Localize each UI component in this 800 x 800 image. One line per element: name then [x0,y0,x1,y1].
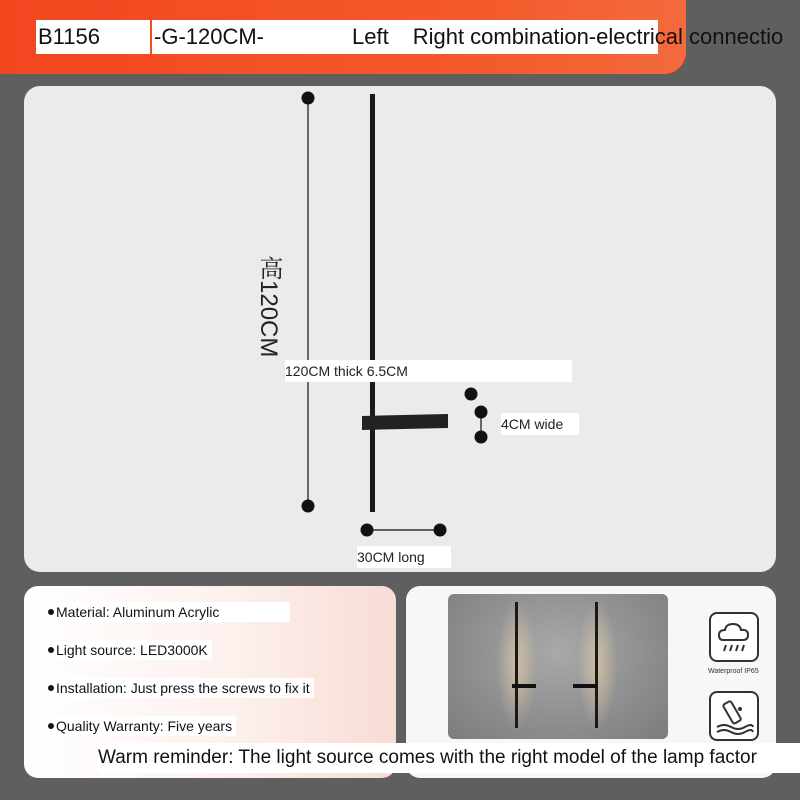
warm-reminder: Warm reminder: The light source comes with the right model of the lamp factor [98,743,800,773]
lab-badge [709,691,759,741]
spec-item-installation: Installation: Just press the screws to fix it [48,678,314,698]
test-tube-icon [711,693,757,739]
description-text: Right combination-electrical connectio [412,24,784,49]
variant-tag: -G-120CM- [152,20,352,54]
rain-cloud-icon [711,614,757,660]
lamp-photo-drawing [448,594,668,739]
lamp-bar [370,94,375,512]
height-label: 高120CM [255,256,282,358]
bullet-icon [48,647,54,653]
thickness-dot [465,388,478,401]
bullet-icon [48,723,54,729]
thickness-label: 120CM thick 6.5CM [285,360,572,382]
width-top-dot [475,406,488,419]
width-bottom-dot [475,431,488,444]
model-tag: B1156 [36,20,150,54]
width-label: 4CM wide [501,413,579,435]
lamp-bracket [362,414,448,430]
length-label: 30CM long [357,546,451,568]
height-top-dot [302,92,315,105]
length-left-dot [361,524,374,537]
waterproof-badge [709,612,759,662]
direction-text: Left [352,24,389,49]
length-right-dot [434,524,447,537]
bullet-icon [48,609,54,615]
waterproof-caption: Waterproof IP65 [708,668,759,675]
height-bottom-dot [302,500,315,513]
product-photo [448,594,668,739]
spec-item-warranty: Quality Warranty: Five years [48,716,236,736]
spec-item-light-source: Light source: LED3000K [48,640,212,660]
spec-item-material: Material: Aluminum Acrylic [48,602,290,622]
bullet-icon [48,685,54,691]
